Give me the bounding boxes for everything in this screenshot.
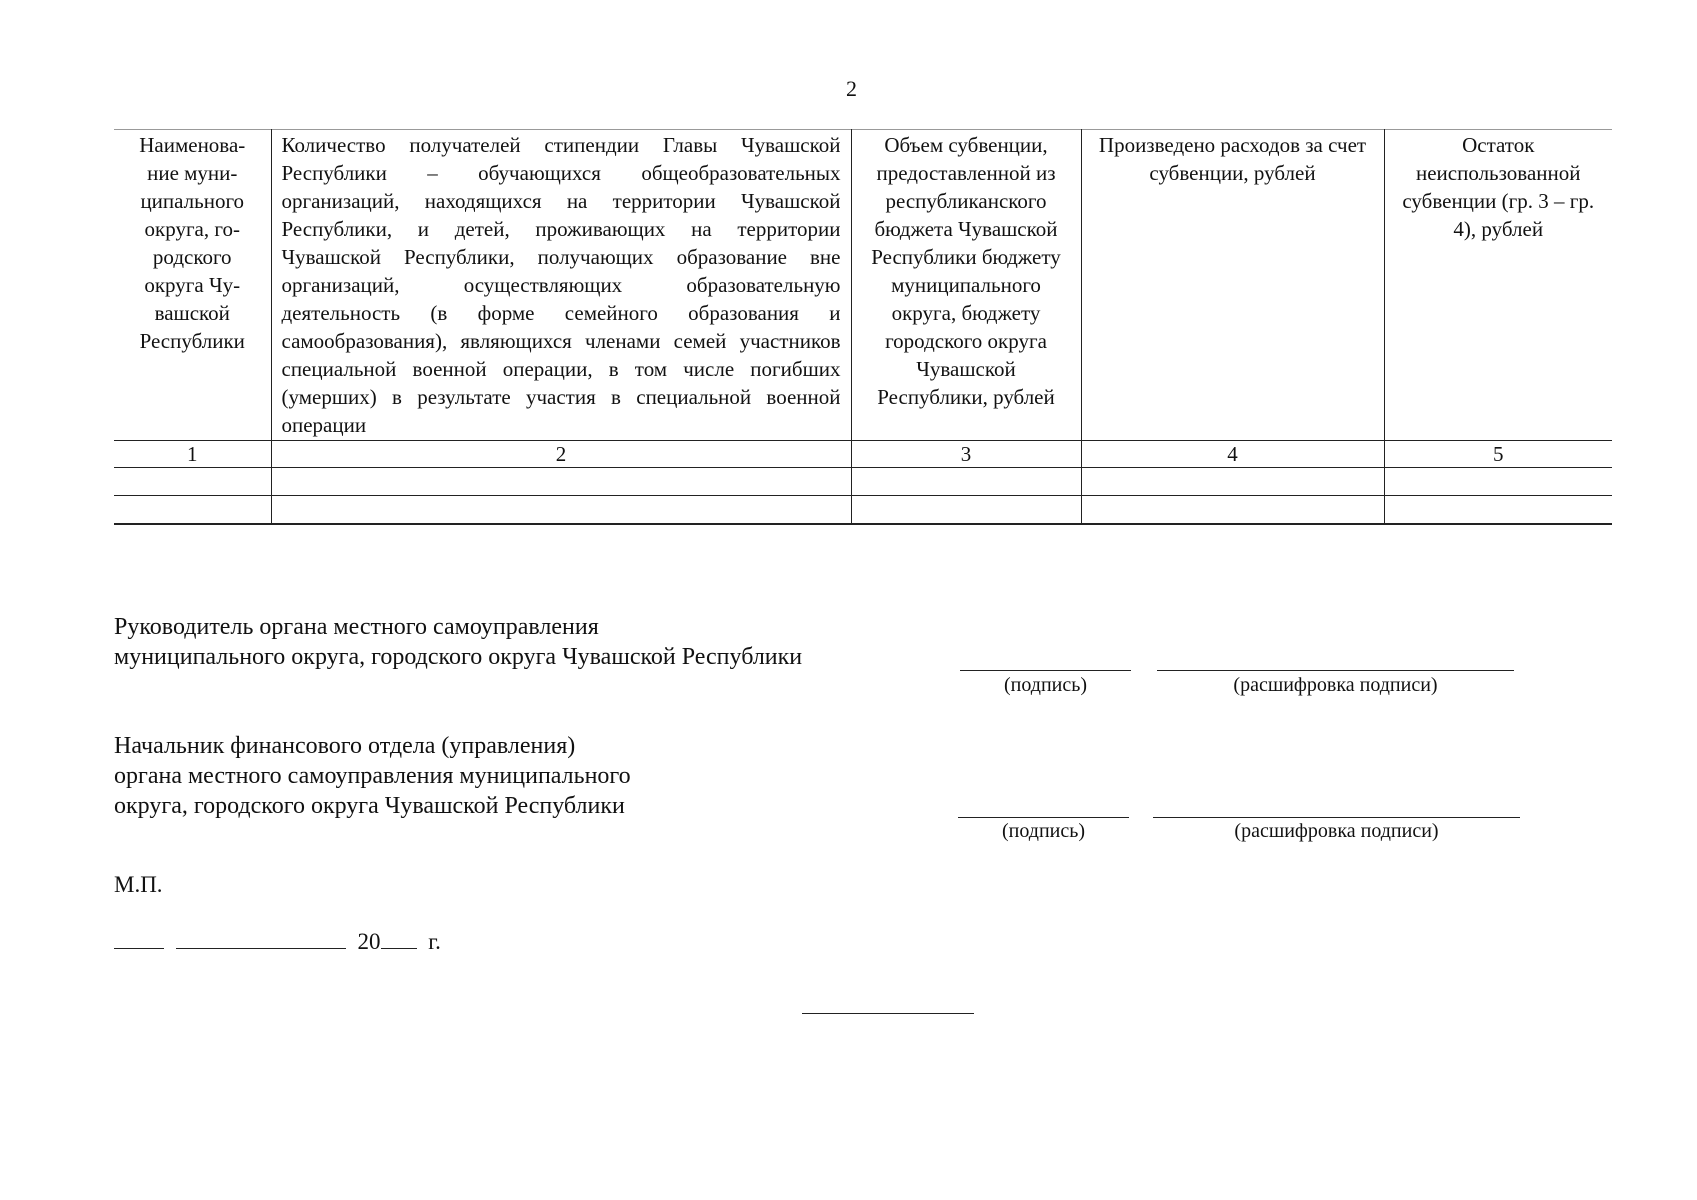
header-remaining: Остаток неиспользованной субвенции (гр. 3 – гр. 4), рублей [1384,130,1612,441]
head-title-line: муниципального округа, городского округа Чувашской Республики [114,644,803,670]
finance-signature-caption: (подпись) [1001,820,1086,842]
table-row [114,468,1612,496]
head-signature-line [960,670,1131,671]
head-title-line: Руководитель органа местного самоуправления [114,614,599,640]
year-prefix: 20 [357,929,381,954]
column-number: 1 [114,441,271,468]
header-subvention-volume: Объем субвенции, предоставленной из республиканского бюджета Чувашской Республики бюджету муниципального округа, бюджету городского округа Чувашской Республики, рублей [851,130,1081,441]
finance-signature-line [958,817,1129,818]
table-row [114,496,1612,525]
header-recipients-count: Количество получателей стипендии Главы Чувашской Республики – обучающихся общеобразовательных организаций, находящихся на территории Чувашской Республики, и детей, проживающих на территории Чувашской Республики, получающих образование вне организаций, осуществляющих образовательную деятельность (в форме семейного образования и самообразования), являющихся членами семей участников специальной военной операции, в том числе погибших (умерших) в результате участия в специальной военной операции [271,130,851,441]
table-cell [114,496,271,525]
finance-decode-caption: (расшифровка подписи) [1234,820,1439,842]
year-suffix: г. [428,929,441,954]
table-cell [114,468,271,496]
head-title [114,612,802,672]
finance-decode-line [1153,817,1520,818]
day-blank [114,928,164,949]
column-number: 3 [851,441,1081,468]
end-divider [802,1013,974,1014]
year-blank [381,928,417,949]
month-blank [176,928,346,949]
table-header-row [114,130,1612,441]
head-decode-line [1157,670,1514,671]
table-cell [851,496,1081,525]
column-number-row [114,441,1612,468]
page-number: 2 [846,76,857,101]
stamp-label: М.П. [114,872,163,897]
report-table [114,129,1612,525]
finance-title [114,731,631,821]
table-cell [1081,468,1384,496]
head-decode-caption: (расшифровка подписи) [1233,674,1438,696]
finance-title-line: округа, городского округа Чувашской Республики [114,793,625,819]
table-cell [851,468,1081,496]
column-number: 4 [1081,441,1384,468]
table-cell [1384,468,1612,496]
column-number: 5 [1384,441,1612,468]
header-expenses: Произведено расходов за счет субвенции, рублей [1081,130,1384,441]
finance-title-line: Начальник финансового отдела (управления) [114,733,576,759]
table-cell [1384,496,1612,525]
table-cell [271,468,851,496]
date-line [114,928,441,955]
head-signature-caption: (подпись) [1003,674,1088,696]
header-municipality: Наименова-ние муни-ципального округа, го-родского округа Чу-вашской Республики [114,130,271,441]
finance-title-line: органа местного самоуправления муниципального [114,763,631,789]
table-cell [271,496,851,525]
column-number: 2 [271,441,851,468]
table-cell [1081,496,1384,525]
